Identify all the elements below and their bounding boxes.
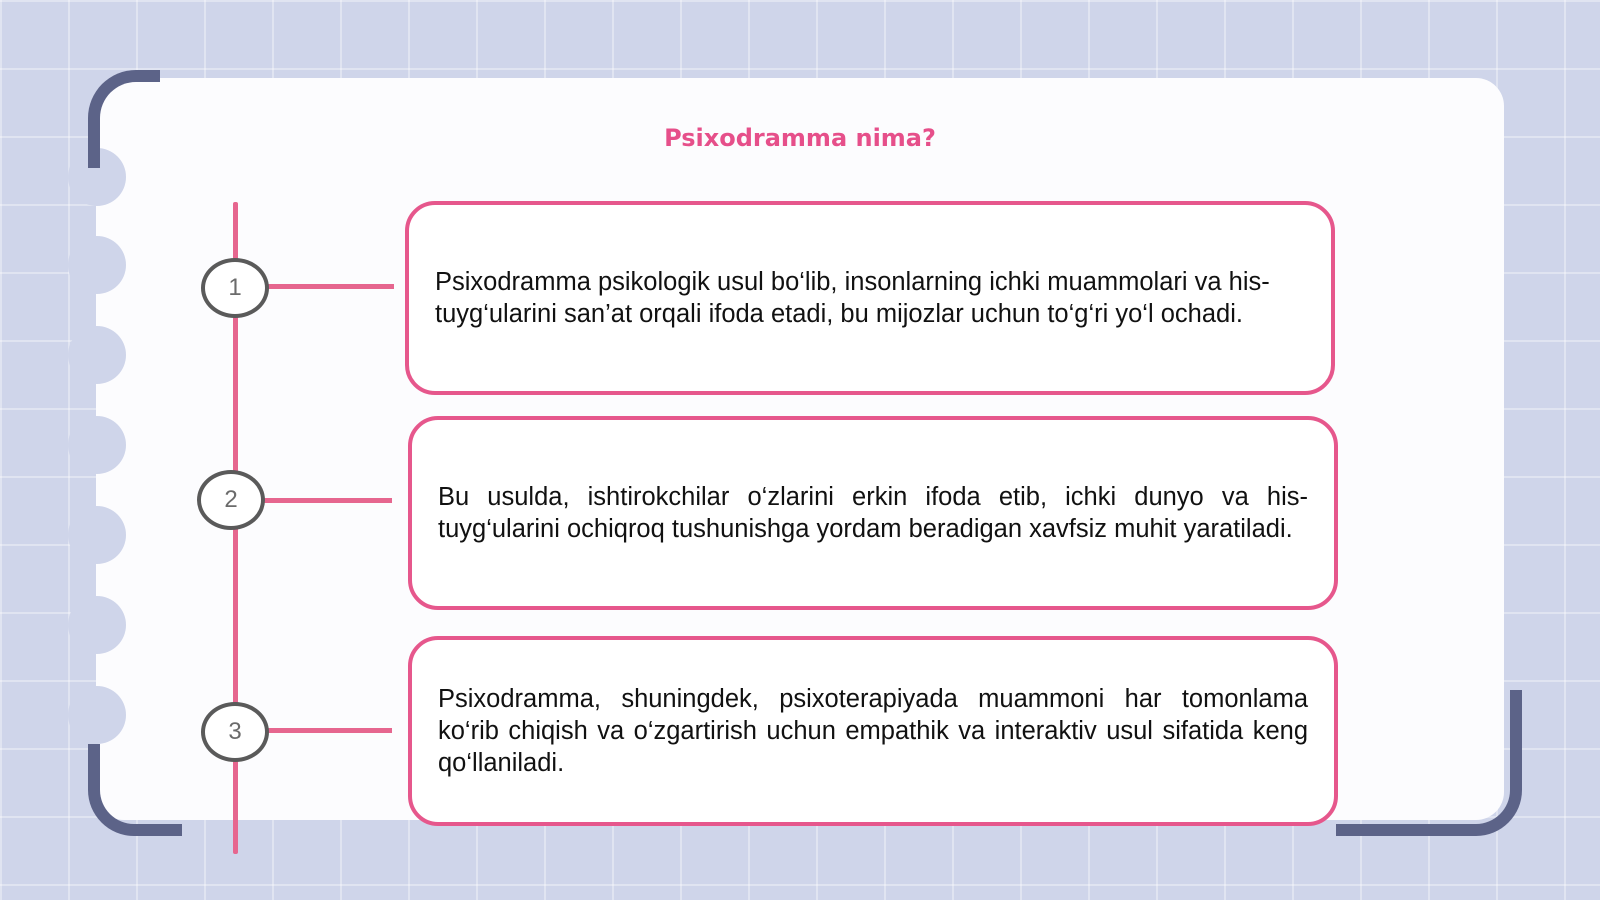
slide-title: Psixodramma nima? xyxy=(664,124,936,152)
card-scallop xyxy=(68,416,126,474)
info-text-3: Psixodramma, shuningdek, psixoterapiyada muammoni har tomonlama ko‘rib chiqish va o‘zgartirish uchun empathik va interaktiv usul sifatida keng qo‘llaniladi. xyxy=(438,685,1308,777)
timeline-connector xyxy=(262,498,392,503)
timeline-connector xyxy=(266,728,392,733)
info-box-3 xyxy=(408,636,1338,826)
card-scallop xyxy=(68,326,126,384)
card-scallop xyxy=(68,236,126,294)
corner-bracket-bottom-left xyxy=(88,744,182,836)
info-text-2: Bu usulda, ishtirokchilar o‘zlarini erkin ifoda etib, ichki dunyo va his-tuyg‘ularini ochiqroq tushunishga yordam beradigan xavfsiz muhit yaratiladi. xyxy=(438,483,1308,543)
timeline-connector xyxy=(266,284,394,289)
step-number-1 xyxy=(201,258,269,318)
info-text-1: Psixodramma psikologik usul bo‘lib, insonlarning ichki muammolari va his-tuyg‘ularini san’at orqali ifoda etadi, bu mijozlar uchun to‘g‘ri yo‘l ochadi. xyxy=(435,268,1270,328)
info-box-2 xyxy=(408,416,1338,610)
card-scallop xyxy=(68,506,126,564)
step-number-3 xyxy=(201,702,269,762)
card-scallop xyxy=(68,686,126,744)
step-number-label: 2 xyxy=(224,486,238,513)
info-box-1 xyxy=(405,201,1335,395)
step-number-2 xyxy=(197,470,265,530)
step-number-label: 1 xyxy=(228,274,242,301)
corner-bracket-top-left xyxy=(88,70,160,168)
corner-bracket-bottom-right xyxy=(1336,690,1522,836)
card-scallop xyxy=(68,596,126,654)
step-number-label: 3 xyxy=(228,718,242,745)
